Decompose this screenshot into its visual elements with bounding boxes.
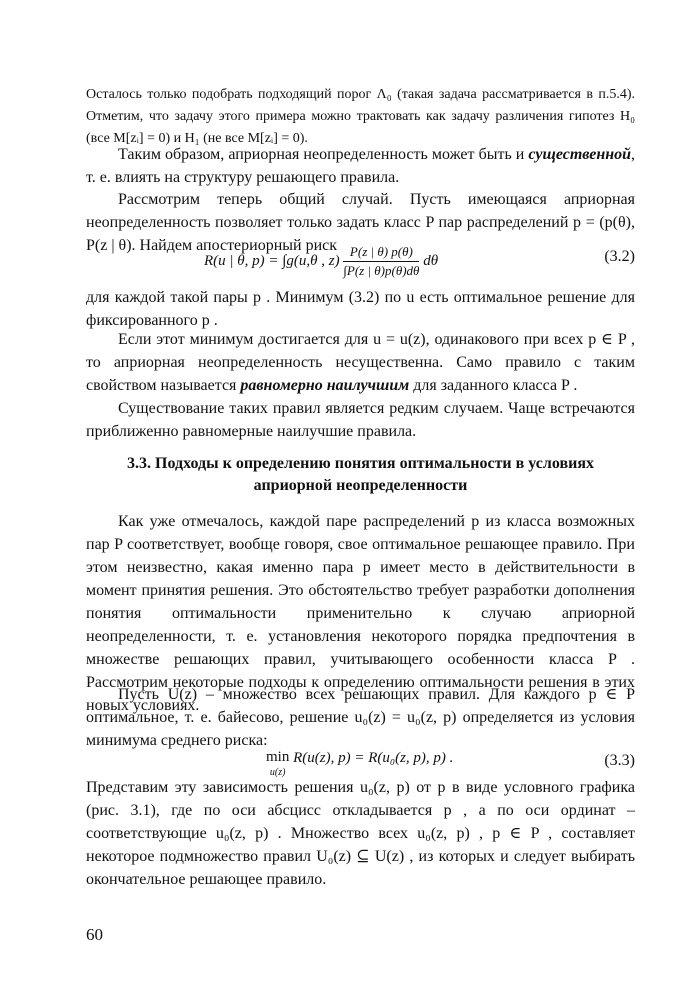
section-heading-line2: априорной неопределенности xyxy=(253,477,468,494)
section-heading xyxy=(86,453,635,497)
paragraph-uncertainty-post: , т. е. влиять на структуру решающего правила. xyxy=(86,146,635,186)
section-heading-line1: 3.3. Подходы к определению понятия оптимальности в условиях xyxy=(127,455,594,472)
eq33-subscript: u(z) xyxy=(269,767,286,778)
paragraph-graph: Представим эту зависимость решения u₀(z, p) от p в виде условного графика (рис. 3.1), где по оси абсцисс откладывается p , а по оси ординат – соответствующие u₀(z, p) . Множество всех u₀(z, p) , p ∈ P , составляет некоторое подмножество правил U₀(z) ⊆ U(z) , из которых и следует выбирать окончательное решающее правило. xyxy=(86,779,635,888)
eq32-lhs: R(u | θ, p) = ∫g(u,θ , z) xyxy=(204,252,340,269)
eq32-numerator: P(z | θ) p(θ) xyxy=(343,244,419,262)
eq32-fraction xyxy=(343,244,419,279)
eq32-tail: dθ xyxy=(423,252,439,269)
eq33-body: R(u(z), p) = R(u₀(z, p), p) . xyxy=(293,750,454,766)
equation-number-3-2: (3.2) xyxy=(604,248,635,265)
equation-3-2 xyxy=(86,238,635,288)
paragraph-existence: Существование таких правил является редким случаем. Чаще встречаются приближенно равномерные наилучшие правила. xyxy=(86,400,635,440)
intro-paragraph: Осталось только подобрать подходящий порог Λ₀ (такая задача рассматривается в п.5.4). Отметим, что задачу этого примера можно трактовать как задачу различения гипотез H₀ (все M[zᵢ] = 0) и H₁ (не все M[zᵢ] = 0). xyxy=(86,87,635,146)
equation-number-3-3: (3.3) xyxy=(604,752,635,769)
emphasis-significant: существенной xyxy=(528,146,631,163)
paragraph-minimum: для каждой такой пары p . Минимум (3.2) по u есть оптимальное решение для фиксированного p . xyxy=(86,289,635,329)
paragraph-uncertainty-pre: Таким образом, априорная неопределенность может быть и xyxy=(118,146,529,163)
paragraph-bayes: Пусть U(z) – множество всех решающих правил. Для каждого p ∈ P оптимальное, т. е. байесово, решение u₀(z) = u₀(z, p) определяется из условия минимума среднего риска: xyxy=(86,686,635,749)
eq32-denominator: ∫P(z | θ)p(θ)dθ xyxy=(343,263,420,278)
paragraph-general-case: Рассмотрим теперь общий случай. Пусть имеющаяся априорная неопределенность позволяет только задать класс P пар распределений p = (p(θ), P(z | θ). Найдем апостериорный риск xyxy=(86,191,635,254)
page-number: 60 xyxy=(86,925,103,944)
paragraph-uniform-pre: Если этот минимум достигается для u = u(z), одинакового при всех p ∈ P , то априорная неопределенность несущественна. Само правило с таким свойством называется xyxy=(86,331,635,394)
paragraph-approaches: Как уже отмечалось, каждой паре распределений p из класса возможных пар P соответствует, вообще говоря, свое оптимальное решающее правило. При этом неизвестно, какая именно пара p имеет место в действительности в момент принятия решения. Это обстоятельство требует разработки дополнения понятия оптимальности применительно к случаю априорной неопределенности, т. е. установления некоторого порядка предпочтения в множестве решающих правил, учитывающего особенности класса P . Рассмотрим некоторые подходы к определению оптимальности решения в этих новых условиях. xyxy=(86,513,635,714)
eq33-min: min xyxy=(266,749,290,765)
paragraph-uncertainty xyxy=(86,143,635,189)
paragraph-uniform-post: для заданного класса P . xyxy=(409,377,578,394)
paragraph-uniform xyxy=(86,328,635,397)
emphasis-uniformly-best: равномерно наилучшим xyxy=(240,377,410,394)
